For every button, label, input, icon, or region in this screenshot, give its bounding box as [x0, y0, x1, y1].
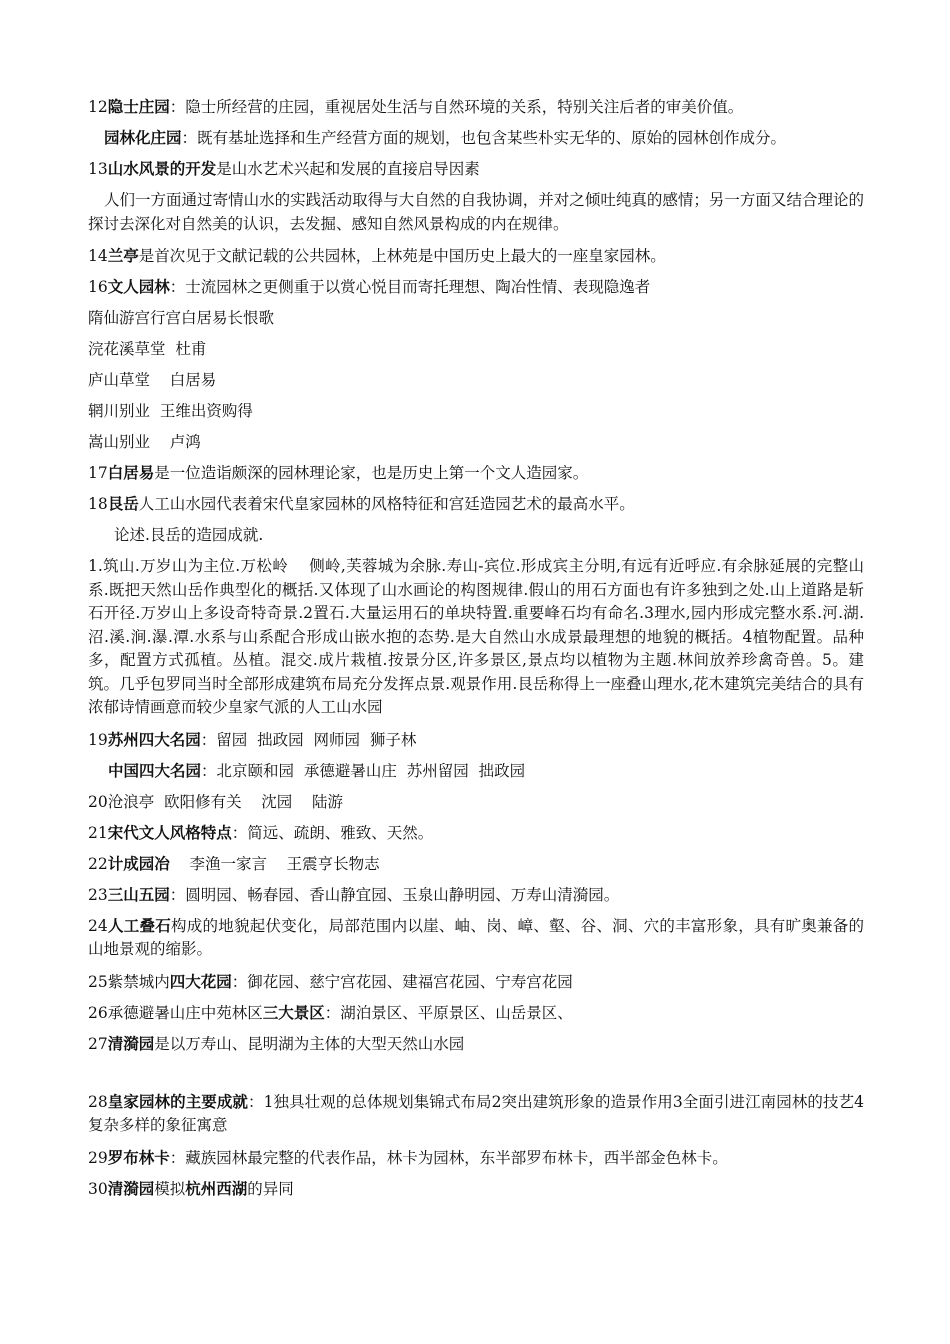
- item-18: 18艮岳人工山水园代表着宋代皇家园林的风格特征和宫廷造园艺术的最高水平。: [88, 495, 635, 513]
- item-16: 16文人园林：士流园林之更侧重于以赏心悦目而寄托理想、陶冶性情、表现隐逸者: [88, 278, 651, 296]
- term-garden-manor: 园林化庄园: [104, 129, 182, 147]
- term-literati-garden: 文人园林: [107, 278, 170, 296]
- term-imperial-garden-achievements: 皇家园林的主要成就: [107, 1092, 248, 1111]
- item-17: 17白居易是一位造诣颇深的园林理论家，也是历史上第一个文人造园家。: [88, 464, 589, 482]
- item-18-question: 论述.艮岳的造园成就.: [114, 526, 264, 544]
- blank-line: [88, 1064, 864, 1091]
- term-genyue: 艮岳: [107, 495, 139, 513]
- term-yuanye: 计成园冶: [107, 854, 170, 873]
- item-28: 28皇家园林的主要成就：1独具壮观的总体规划集锦式布局2突出建筑形象的造景作用3全面引进江南园林的技艺4复杂多样的象征寓意: [88, 1092, 864, 1134]
- term-three-scenic-areas: 三大景区: [262, 1003, 325, 1022]
- item-23: 23三山五园：圆明园、畅春园、香山静宜园、玉泉山静明园、万寿山清漪园。: [88, 885, 620, 904]
- list-line-4: 辋川别业 王维出资购得: [88, 402, 253, 420]
- item-29: 29罗布林卡：藏族园林最完整的代表作品，林卡为园林，东半部罗布林卡，西半部金色林卡。: [88, 1148, 728, 1167]
- item-19: 19苏州四大名园：留园 拙政园 网师园 狮子林: [88, 730, 417, 749]
- list-line-2: 浣花溪草堂 杜甫: [88, 340, 207, 358]
- item-27: 27清漪园是以万寿山、昆明湖为主体的大型天然山水园: [88, 1034, 465, 1053]
- term-china-four-gardens: 中国四大名园: [108, 761, 202, 780]
- term-three-hills-five-gardens: 三山五园: [107, 885, 170, 904]
- item-24: 24人工叠石构成的地貌起伏变化，局部范围内以崖、岫、岗、嶂、壑、谷、洞、穴的丰富形象，具有旷奥兼备的山地景观的缩影。: [88, 916, 864, 958]
- item-19-china-four-gardens: 中国四大名园：北京颐和园 承德避暑山庄 苏州留园 拙政园: [108, 761, 526, 780]
- term-qingyi-garden: 清漪园: [107, 1034, 155, 1053]
- item-26: 26承德避暑山庄中苑林区三大景区：湖泊景区、平原景区、山岳景区、: [88, 1003, 573, 1022]
- term-qingyi-garden-2: 清漪园: [107, 1179, 155, 1198]
- term-lanting: 兰亭: [107, 247, 139, 265]
- term-norbulingka: 罗布林卡: [107, 1148, 170, 1167]
- item-18-paragraph: 1.筑山.万岁山为主位.万松岭 侧岭,芙蓉城为余脉.寿山-宾位.形成宾主分明,有远有近呼应.有余脉延展的完整山系.既把天然山岳作典型化的概括.又体现了山水画论的构图规律.假山的用石方面也有许多独到之处.山上道路是斩石开径.万岁山上多设奇特奇景.2置石.大量运用石的单块特置.重要峰石均有命名.3理水,园内形成完整水系.河.湖.沼.溪.涧.瀑.潭.水系与山系配合形成山嵌水抱的态势.是大自然山水成景最理想的地貌的概括。4植物配置。品种多，配置方式孤植。丛植。混交.成片栽植.按景分区,许多景区,景点均以植物为主题.林间放养珍禽奇兽。5。建筑。几乎包罗同当时全部形成建筑布局充分发挥点景.观景作用.艮岳称得上一座叠山理水,花木建筑完美结合的具有浓郁诗情画意而较少皇家气派的人工山水园: [88, 557, 864, 716]
- term-suzhou-four-gardens: 苏州四大名园: [107, 730, 201, 749]
- term-hermit-manor: 隐士庄园: [107, 98, 170, 116]
- list-line-5: 嵩山别业 卢鸿: [88, 433, 201, 451]
- term-bai-juyi: 白居易: [107, 464, 155, 482]
- term-artificial-rockery: 人工叠石: [107, 916, 172, 935]
- item-13-paragraph: 人们一方面通过寄情山水的实践活动取得与大自然的自我协调，并对之倾吐纯真的感情；另一方面又结合理论的探讨去深化对自然美的认识，去发掘、感知自然风景构成的内在规律。: [88, 191, 864, 233]
- item-12-garden-manor: 园林化庄园：既有基址选择和生产经营方面的规划，也包含某些朴实无华的、原始的园林创作成分。: [104, 129, 787, 147]
- list-line-1: 隋仙游宫行宫白居易长恨歌: [88, 309, 275, 327]
- list-line-3: 庐山草堂 白居易: [88, 371, 217, 389]
- item-30: 30清漪园模拟杭州西湖的异同: [88, 1179, 294, 1198]
- term-four-gardens: 四大花园: [169, 972, 232, 991]
- item-13: 13山水风景的开发是山水艺术兴起和发展的直接启导因素: [88, 160, 480, 178]
- item-22: 22计成园冶 李渔一家言 王震亨长物志: [88, 854, 380, 873]
- item-21: 21宋代文人风格特点：简远、疏朗、雅致、天然。: [88, 823, 434, 842]
- term-landscape-development: 山水风景的开发: [107, 160, 217, 178]
- term-west-lake: 杭州西湖: [185, 1179, 248, 1198]
- item-14: 14兰亭是首次见于文献记载的公共园林，上林苑是中国历史上最大的一座皇家园林。: [88, 247, 666, 265]
- item-25: 25紫禁城内四大花园：御花园、慈宁宫花园、建福宫花园、宁寿宫花园: [88, 972, 573, 991]
- item-12: 12隐士庄园：隐士所经营的庄园，重视居处生活与自然环境的关系，特别关注后者的审美价值。: [88, 98, 744, 116]
- document-page: [88, 96, 864, 1209]
- item-20: 20沧浪亭 欧阳修有关 沈园 陆游: [88, 792, 343, 811]
- term-song-literati-style: 宋代文人风格特点: [107, 823, 232, 842]
